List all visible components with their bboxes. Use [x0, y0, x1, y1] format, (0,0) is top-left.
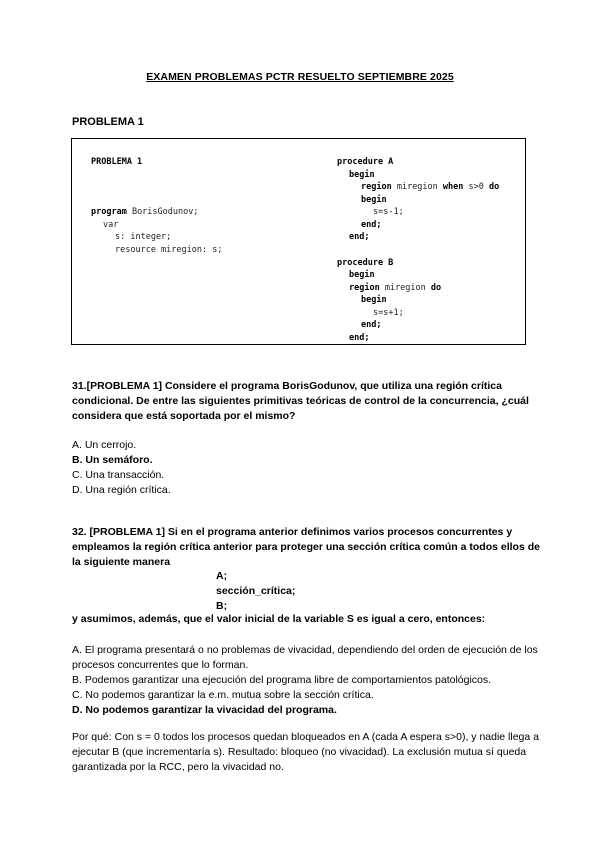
code-keyword: region	[361, 182, 392, 192]
question-32-code	[216, 569, 295, 614]
code-region-a	[361, 181, 499, 194]
code-keyword: program	[91, 207, 127, 217]
code-line: sección_crítica;	[216, 585, 296, 597]
option-c: C. Una transacción.	[72, 469, 165, 481]
code-begin: begin	[361, 195, 387, 205]
code-statement: s=s+1;	[373, 308, 404, 318]
problem-heading: PROBLEMA 1	[72, 116, 144, 128]
code-figure	[71, 138, 526, 345]
option-b: B. Podemos garantizar una ejecución del programa libre de comportamientos patológicos.	[72, 674, 492, 686]
code-identifier: B	[383, 258, 394, 268]
code-proc-a	[337, 156, 393, 169]
code-end: end;	[349, 232, 370, 242]
code-region-b	[349, 282, 441, 295]
question-31-options	[72, 438, 542, 498]
question-32-statement: 32. [PROBLEMA 1] Si en el programa anterior definimos varios procesos concurrentes y empleamos la región crítica anterior para proteger una sección crítica común a todos ellos de la siguiente manera	[72, 526, 540, 568]
code-statement: s=s-1;	[373, 207, 404, 217]
code-end: end;	[349, 333, 370, 343]
code-line: A;	[216, 570, 228, 582]
code-condition: s>0	[463, 182, 489, 192]
code-identifier: miregion	[391, 182, 443, 192]
code-keyword: do	[430, 283, 442, 293]
code-program-line	[91, 206, 198, 219]
code-identifier: A	[383, 157, 394, 167]
code-header: PROBLEMA 1	[91, 157, 143, 167]
option-b-correct: B. Un semáforo.	[72, 454, 153, 466]
option-d: D. Una región crítica.	[72, 484, 171, 496]
question-32-options	[72, 643, 542, 718]
option-c: C. No podemos garantizar la e.m. mutua sobre la sección crítica.	[72, 689, 374, 701]
option-a: A. El programa presentará o no problemas de vivacidad, dependiendo del orden de ejecución de los procesos concurrentes que lo forman.	[72, 644, 538, 671]
code-keyword: procedure	[337, 157, 384, 167]
code-identifier: BorisGodunov;	[126, 207, 199, 217]
code-resource-decl: resource miregion: s;	[115, 245, 223, 255]
page-title: EXAMEN PROBLEMAS PCTR RESUELTO SEPTIEMBRE 2025	[146, 71, 454, 83]
code-keyword: region	[349, 283, 380, 293]
code-line: B;	[216, 600, 228, 612]
explanation-paragraph: Por qué: Con s = 0 todos los procesos quedan bloqueados en A (cada A espera s>0), y nadie llega a ejecutar B (que incrementaría s). Resultado: bloqueo (no vivacidad). La exclusión mutua sí queda garantizada por la RCC, pero la vivacidad no.	[72, 731, 539, 773]
code-begin: begin	[349, 170, 375, 180]
code-end: end;	[361, 320, 382, 330]
code-end: end;	[361, 220, 382, 230]
code-keyword: do	[488, 182, 500, 192]
code-identifier: miregion	[379, 283, 431, 293]
question-32-continuation: y asumimos, además, que el valor inicial de la variable S es igual a cero, entonces:	[72, 613, 486, 625]
code-keyword: when	[442, 182, 464, 192]
code-begin: begin	[349, 270, 375, 280]
option-d-correct: D. No podemos garantizar la vivacidad del programa.	[72, 704, 337, 716]
code-proc-b	[337, 257, 393, 270]
code-var-line: var	[103, 220, 119, 230]
code-keyword: procedure	[337, 258, 384, 268]
code-begin: begin	[361, 295, 387, 305]
code-var-decl: s: integer;	[115, 232, 172, 242]
option-a: A. Un cerrojo.	[72, 439, 137, 451]
question-31-statement: 31.[PROBLEMA 1] Considere el programa BorisGodunov, que utiliza una región crítica condicional. De entre las siguientes primitivas teóricas de control de la concurrencia, ¿cuál considera que está soportada por el mismo?	[72, 380, 529, 422]
